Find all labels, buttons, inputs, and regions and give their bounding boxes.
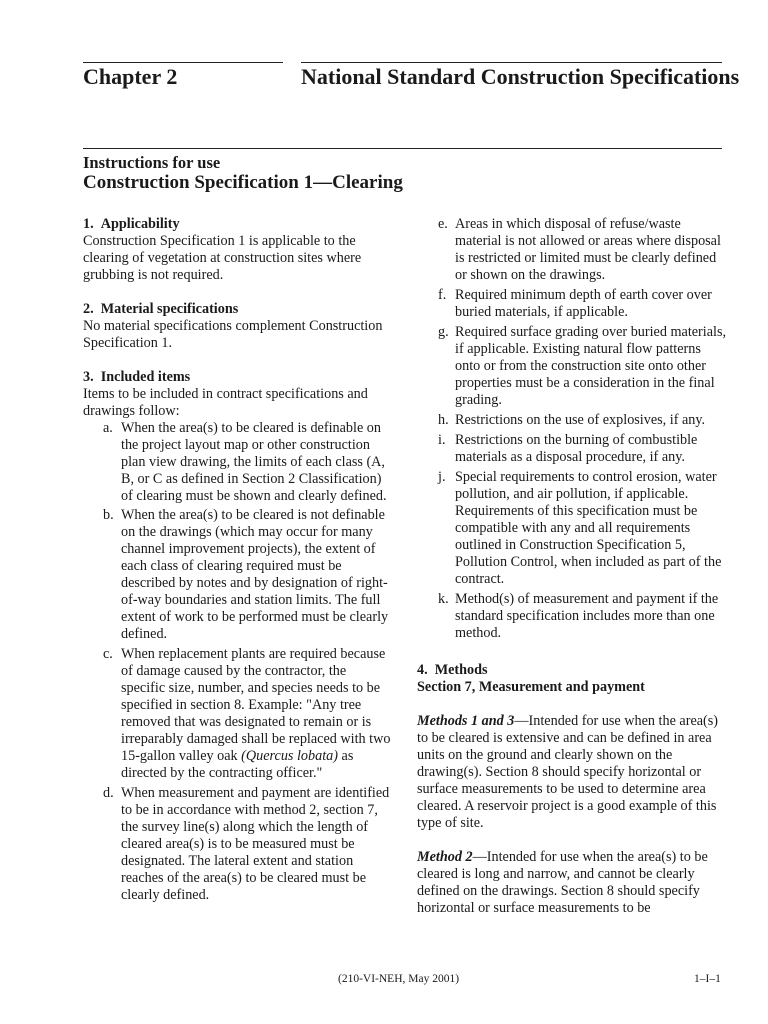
applicability-text: Construction Specification 1 is applicable to the clearing of vegetation at construction sites where grubbing is not required. [83, 233, 362, 283]
list-label: g. [438, 324, 449, 340]
included-items-list-e-k [417, 216, 727, 642]
right-column [417, 216, 727, 917]
list-item-text: Restrictions on the use of explosives, if any. [455, 412, 706, 428]
method-1-3-text: —Intended for use when the area(s) to be cleared is extensive and can be defined in area units on the ground and clearly shown on the drawing(s). Section 8 should specify horizontal or surface measurements to be used to determine area cleared. A reservoir project is a good example of this type of site. [417, 713, 719, 831]
list-item-text: Areas in which disposal of refuse/waste material is not allowed or areas where disposal is restricted or limited must be clearly defined or shown on the drawings. [455, 216, 721, 283]
list-item-f [417, 287, 727, 321]
instructions-heading: Instructions for use [83, 153, 221, 172]
subheader-rule [83, 148, 722, 149]
list-label: i. [438, 432, 446, 448]
footer-doc-ref: (210-VI-NEH, May 2001) [338, 973, 460, 985]
list-label: c. [103, 646, 113, 662]
material-text: No material specifications complement Construction Specification 1. [83, 318, 383, 351]
list-item-text: Method(s) of measurement and payment if the standard specification includes more than one method. [455, 591, 719, 641]
list-label: j. [438, 469, 446, 485]
list-item-text: When the area(s) to be cleared is not definable on the drawings (which may occur for many channel improvement projects), the extent of each class of clearing required must be described by notes and by designation of right-of-way boundaries and station limits. The full extent of work to be performed must be clearly defined. [121, 507, 389, 642]
list-item-k [417, 591, 727, 642]
list-item-j [417, 469, 727, 588]
page-title: National Standard Construction Specifications [301, 64, 740, 89]
list-item-text: When the area(s) to be cleared is definable on the project layout map or other construction plan view drawing, the limits of each class (A, B, or C as defined in Section 2 Classification) of clearing must be shown and clearly defined. [121, 420, 387, 504]
list-item-b [83, 507, 391, 643]
list-item-text: Special requirements to control erosion, water pollution, and air pollution, if applicable. Requirements of this specification must be compatible with any and all requirements outlined in Construction Specification 5, Pollution Control, when included as part of the contract. [455, 469, 722, 587]
section-heading-methods: 4. Methods [417, 662, 488, 678]
header-rule-right [301, 62, 722, 63]
list-item-h [417, 412, 727, 429]
method-2-text: —Intended for use when the area(s) to be cleared is long and narrow, and cannot be clearly defined on the drawings. Section 8 should specify horizontal or surface measurements to be [417, 849, 708, 916]
list-item-text: When measurement and payment are identified to be in accordance with method 2, section 7, the survey line(s) along which the length of cleared area(s) is to be measured must be designated. The lateral extent and station reaches of the area(s) to be cleared must be clearly defined. [121, 785, 390, 903]
list-item-g [417, 324, 727, 409]
list-label: b. [103, 507, 114, 523]
section-heading-included: 3. Included items [83, 369, 191, 385]
chapter-label: Chapter 2 [83, 64, 178, 89]
section-heading-material: 2. Material specifications [83, 301, 239, 317]
method-2-paragraph [417, 849, 727, 917]
list-label: a. [103, 420, 113, 436]
list-item-a [83, 420, 391, 505]
methods-subheading: Section 7, Measurement and payment [417, 679, 645, 695]
section-heading-applicability: 1. Applicability [83, 216, 180, 232]
included-intro: Items to be included in contract specifications and drawings follow: [83, 386, 368, 419]
list-item-c [83, 646, 391, 782]
left-column [83, 216, 391, 907]
header-rule-left [83, 62, 283, 63]
list-label: e. [438, 216, 448, 232]
list-item-e [417, 216, 727, 284]
list-item-i [417, 432, 727, 466]
list-item-d [83, 785, 391, 904]
method-2-label: Method 2 [417, 849, 473, 865]
method-1-3-paragraph [417, 713, 727, 832]
list-item-text: When replacement plants are required because of damage caused by the contractor, the specific size, number, and species needs to be specified in section 8. Example: "Any tree removed that was designated to remain or is irreparably damaged shall be replaced with two 15-gallon valley oak (Quercus lobata) as directed by the contracting officer." [121, 646, 391, 781]
list-item-text: Required minimum depth of earth cover over buried materials, if applicable. [455, 287, 712, 320]
included-items-list-a-d [83, 420, 391, 904]
list-label: f. [438, 287, 447, 303]
footer-page-number: 1–I–1 [694, 973, 721, 985]
list-label: h. [438, 412, 449, 428]
list-item-text: Required surface grading over buried materials, if applicable. Existing natural flow patterns onto or from the construction site onto other properties must be a consideration in the final grading. [455, 324, 727, 408]
list-label: k. [438, 591, 449, 607]
list-label: d. [103, 785, 114, 801]
list-item-text: Restrictions on the burning of combustible materials as a disposal procedure, if any. [455, 432, 698, 465]
method-1-3-label: Methods 1 and 3 [417, 713, 515, 729]
spec-title: Construction Specification 1—Clearing [83, 172, 403, 193]
